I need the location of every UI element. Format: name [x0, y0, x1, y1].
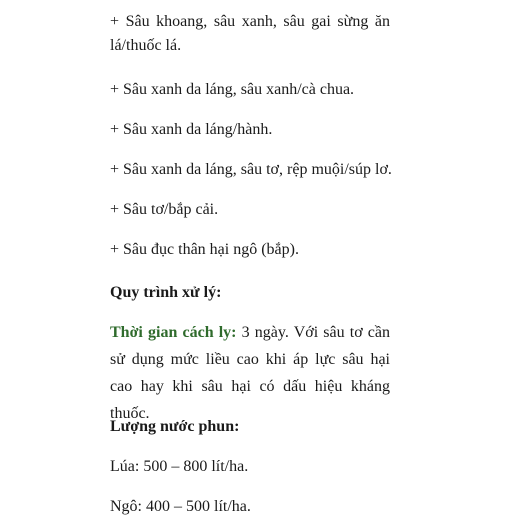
isolation-label: Thời gian cách ly:	[110, 324, 237, 341]
pest-list-item	[110, 10, 390, 58]
pest-item-3: + Sâu xanh da láng/hành.	[110, 121, 273, 138]
water-rate-corn: Ngô: 400 – 500 lít/ha.	[110, 498, 251, 515]
pest-item-4: + Sâu xanh da láng, sâu tơ, rệp muội/súp lơ.	[110, 161, 392, 178]
isolation-paragraph	[110, 319, 390, 427]
water-rate-rice: Lúa: 500 – 800 lít/ha.	[110, 458, 249, 475]
pest-item-2: + Sâu xanh da láng, sâu xanh/cà chua.	[110, 81, 355, 98]
process-heading: Quy trình xử lý:	[110, 284, 222, 301]
pest-item-5: + Sâu tơ/bắp cải.	[110, 201, 219, 218]
pest-item-6: + Sâu đục thân hại ngô (bắp).	[110, 241, 299, 258]
isolation-text: 3 ngày. Với sâu tơ cần sử dụng mức liều cao khi áp lực sâu hại cao hay khi sâu hại có dấu hiệu kháng thuốc.	[110, 324, 391, 422]
water-heading: Lượng nước phun:	[110, 418, 240, 435]
pest-item-1: + Sâu khoang, sâu xanh, sâu gai sừng ăn lá/thuốc lá.	[110, 13, 390, 54]
